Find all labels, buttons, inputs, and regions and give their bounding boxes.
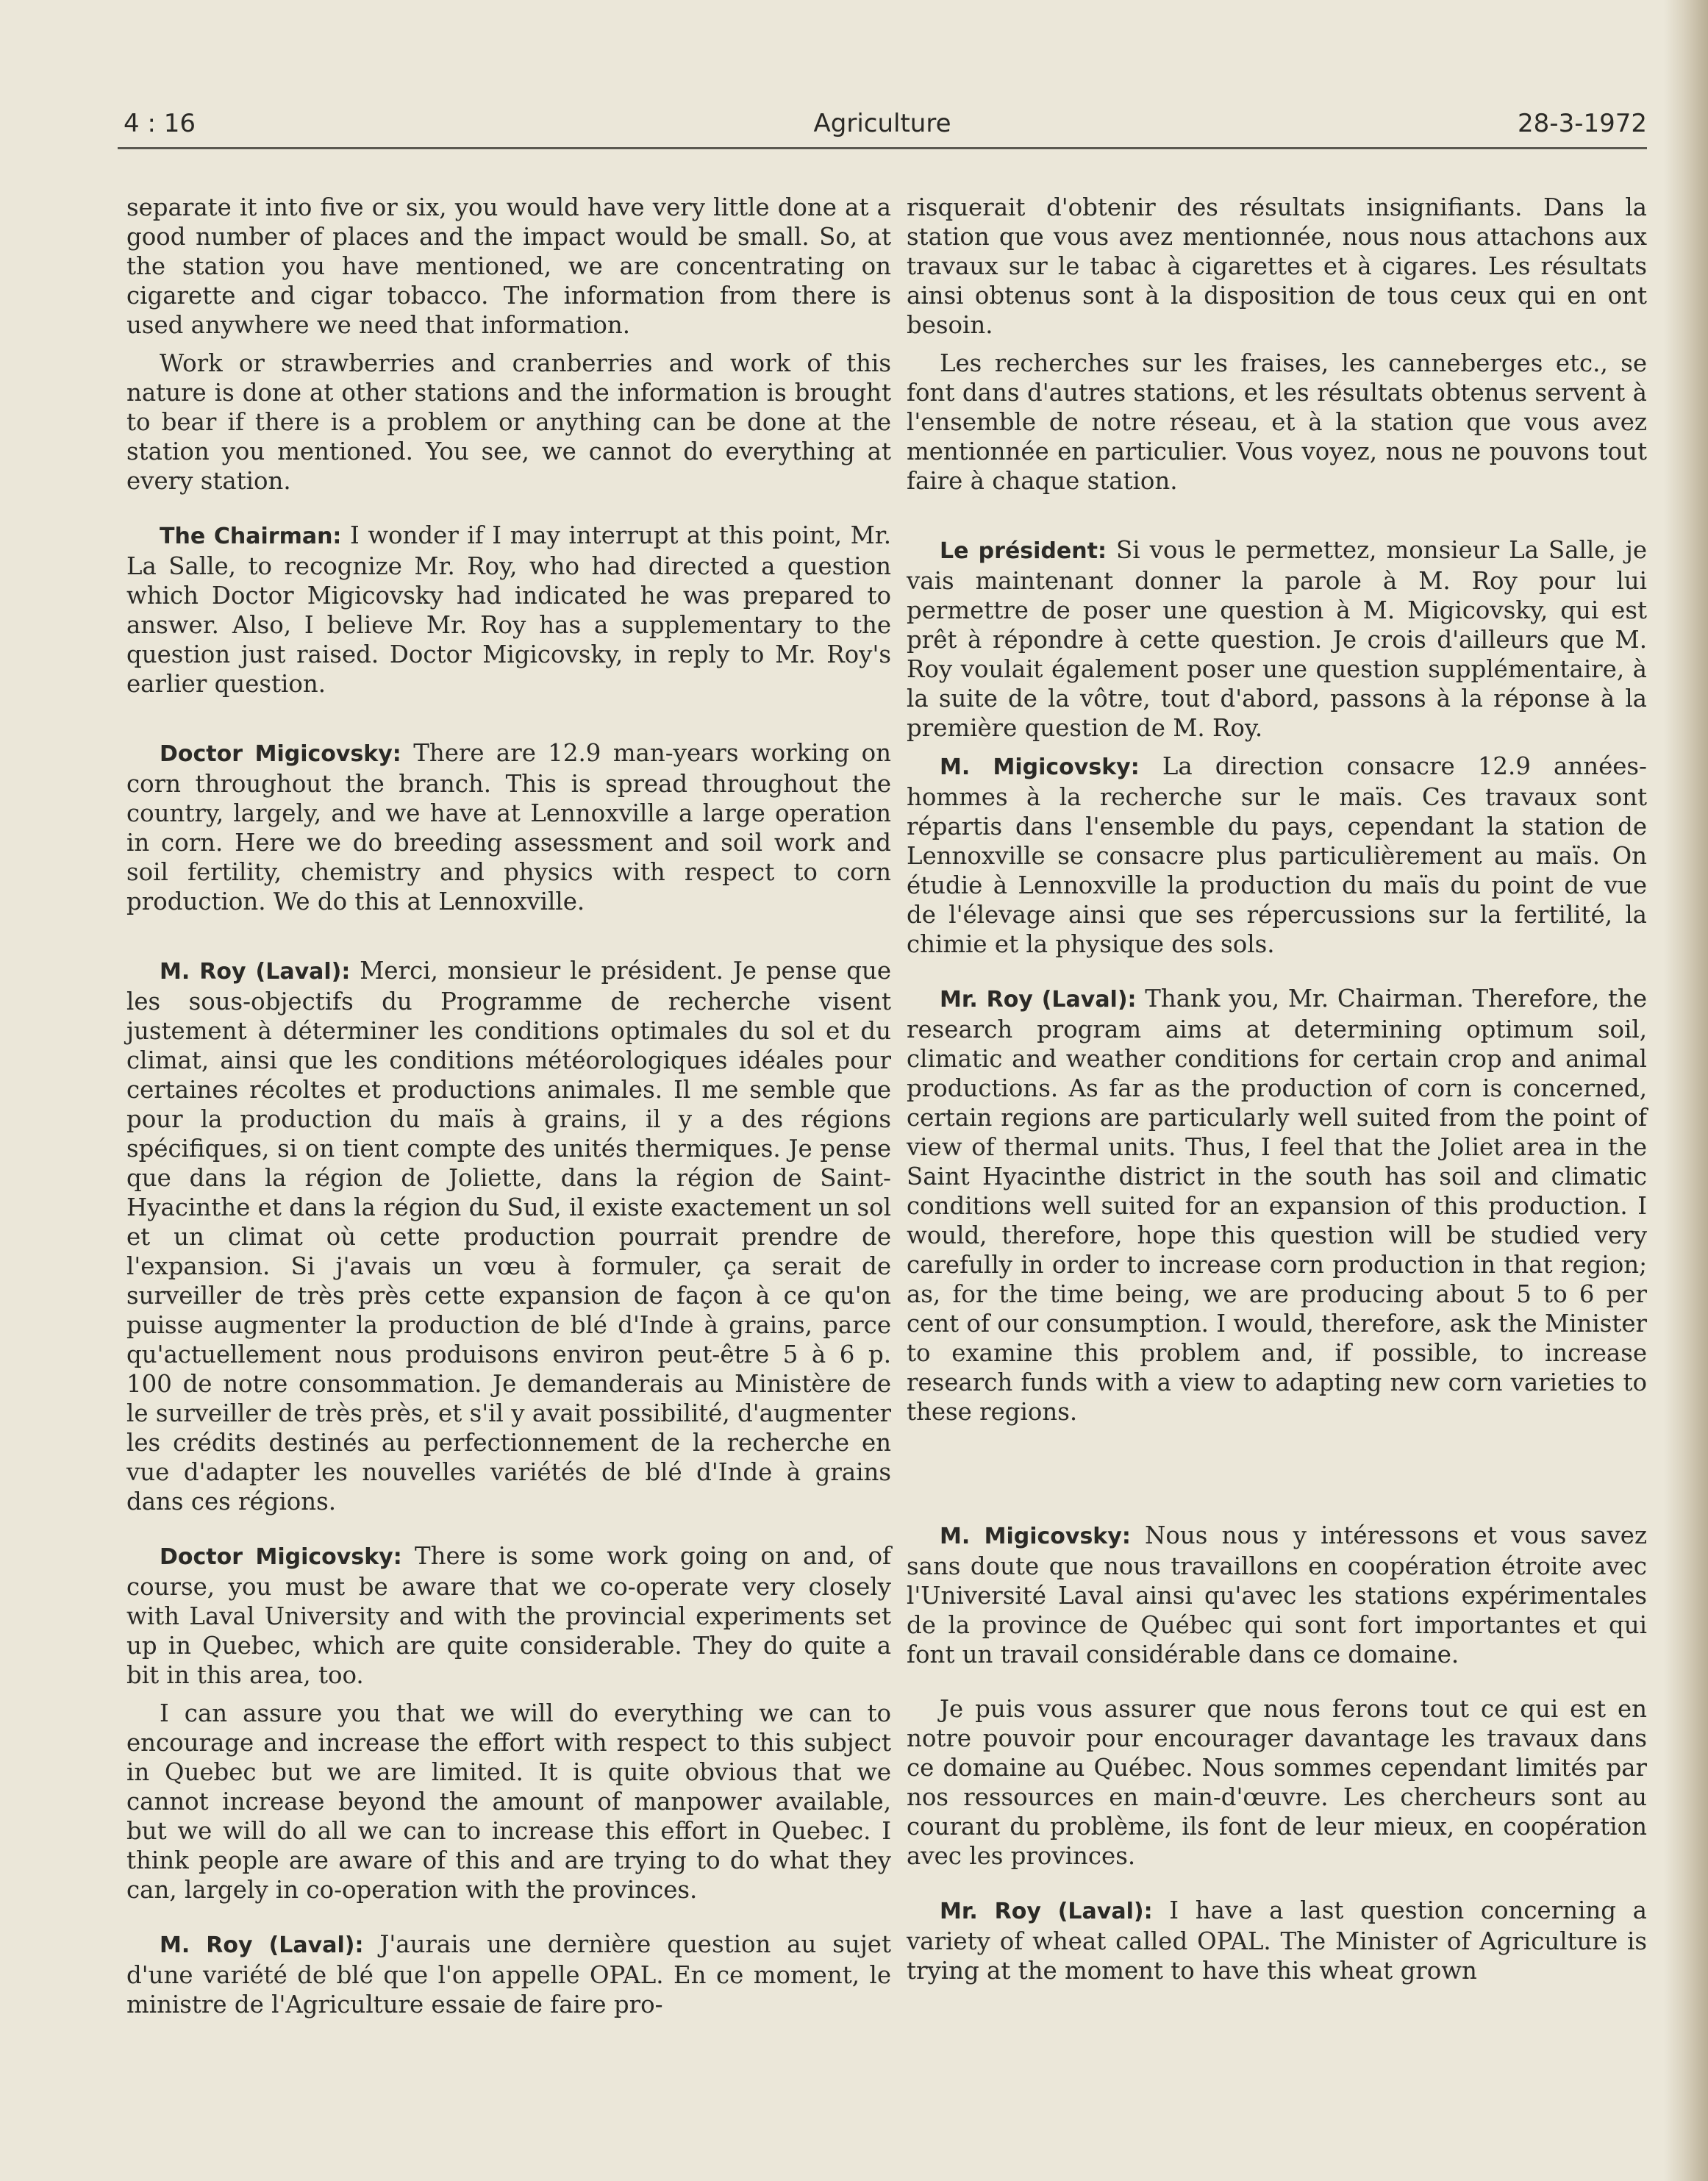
- speaker-name: M. Roy (Laval):: [160, 959, 351, 985]
- speaker-name: Doctor Migicovsky:: [160, 741, 401, 767]
- page-number: 4 : 16: [124, 109, 196, 138]
- paragraph: [907, 1896, 1647, 1985]
- paragraph: [126, 1699, 891, 1905]
- paragraph-text: There are 12.9 man-years working on corn throughout the branch. This is spread throughout the country, largely, and we have at Lennoxville a large operation in corn. Here we do breeding assessment and soil work and soil fertility, chemistry and physics with respect to corn production. We do this at Lennoxville.: [126, 739, 892, 915]
- paragraph-text: separate it into five or six, you would have very little done at a good number of places and the impact would be small. So, at the station you have mentioned, we are concentrating on cigarette and cigar tobacco. The information from there is used anywhere we need that information.: [126, 193, 891, 339]
- paragraph-text: Si vous le permettez, monsieur La Salle, je vais maintenant donner la parole à M. Roy pour lui permettre de poser une question à M. Migicovsky, qui est prêt à répondre à cette question. Je crois d'ailleurs que M. Roy voulait également poser une question supplémentaire, à la suite de la vôtre, tout d'abord, passons à la réponse à la première question de M. Roy.: [907, 536, 1647, 742]
- speaker-name: The Chairman:: [160, 524, 342, 549]
- speaker-name: M. Migicovsky:: [940, 754, 1140, 780]
- paragraph: [907, 1694, 1647, 1871]
- paragraph: [126, 193, 891, 340]
- section-title: Agriculture: [813, 109, 951, 138]
- speaker-name: Mr. Roy (Laval):: [940, 1899, 1153, 1924]
- paragraph: [126, 956, 891, 1516]
- paragraph-text: Merci, monsieur le président. Je pense que les sous-objectifs du Programme de recherche visent justement à déterminer les conditions optimales du sol et du climat, ainsi que les conditions météorologiques idéales pour certaines récoltes et productions animales. Il me semble que pour la production du maïs à grains, il y a des régions spécifiques, si on tient compte des unités thermiques. Je pense que dans la région de Joliette, dans la région de Saint-Hyacinthe et dans la région du Sud, il existe exactement un sol et un climat où cette production pourrait prendre de l'expansion. Si j'avais un vœu à formuler, ça serait de surveiller de très près cette expansion de façon à ce qu'on puisse augmenter la production de blé d'Inde à grains, parce qu'actuellement nous produisons environ peut-être 5 à 6 p. 100 de notre consommation. Je demanderais au Ministère de le surveiller de très près, et s'il y avait possibilité, d'augmenter les crédits destinés au perfectionnement de la recherche en vue d'adapter les nouvelles variétés de blé d'Inde à grains dans ces régions.: [126, 957, 891, 1516]
- paragraph: [907, 1521, 1647, 1669]
- french-column: [907, 193, 1647, 1985]
- paragraph-text: Les recherches sur les fraises, les canneberges etc., se font dans d'autres stations, et les résultats obtenus servent à l'ensemble de notre réseau, et à la station que vous avez mentionnée en particulier. Vous voyez, nous ne pouvons tout faire à chaque station.: [907, 349, 1647, 495]
- paragraph-text: I can assure you that we will do everything we can to encourage and increase the effort with respect to this subject in Quebec but we are limited. It is quite obvious that we cannot increase beyond the amount of manpower available, but we will do all we can to increase this effort in Quebec. I think people are aware of this and are trying to do what they can, largely in co-operation with the provinces.: [126, 1699, 891, 1904]
- paragraph-text: I wonder if I may interrupt at this point, Mr. La Salle, to recognize Mr. Roy, who had directed a question which Doctor Migicovsky had indicated he was prepared to answer. Also, I believe Mr. Roy has a supplementary to the question just raised. Doctor Migicovsky, in reply to Mr. Roy's earlier question.: [126, 521, 891, 698]
- paragraph-text: J'aurais une dernière question au sujet d'une variété de blé que l'on appelle OPAL. En ce moment, le ministre de l'Agriculture essaie de faire pro-: [126, 1930, 891, 2018]
- paragraph: [126, 521, 891, 699]
- paragraph-text: La direction consacre 12.9 années-hommes à la recherche sur le maïs. Ces travaux sont répartis dans l'ensemble du pays, cependant la station de Lennoxville se consacre plus particulièrement au maïs. On étudie à Lennoxville la production du maïs du point de vue de l'élevage ainsi que ses répercussions sur la fertilité, la chimie et la physique des sols.: [907, 752, 1647, 958]
- paragraph-text: There is some work going on and, of course, you must be aware that we co-operate very closely with Laval University and with the provincial experiments set up in Quebec, which are quite considerable. They do quite a bit in this area, too.: [126, 1542, 891, 1689]
- page-header: [118, 103, 1647, 149]
- speaker-name: M. Roy (Laval):: [160, 1932, 364, 1958]
- paragraph: [126, 349, 891, 496]
- paragraph-text: Work or strawberries and cranberries and work of this nature is done at other stations and the information is brought to bear if there is a problem or anything can be done at the station you mentioned. You see, we cannot do everything at every station.: [126, 349, 891, 495]
- paragraph-text: Thank you, Mr. Chairman. Therefore, the research program aims at determining optimum soil, climatic and weather conditions for certain crop and animal productions. As far as the production of corn is concerned, certain regions are particularly well suited from the point of view of thermal units. Thus, I feel that the Joliet area in the Saint Hyacinthe district in the south has soil and climatic conditions well suited for an expansion of this production. I would, therefore, hope this question will be studied very carefully in order to increase corn production in that region; as, for the time being, we are producing about 5 to 6 per cent of our consumption. I would, therefore, ask the Minister to examine this problem and, if possible, to increase research funds with a view to adapting new corn varieties to these regions.: [907, 985, 1648, 1426]
- paragraph: [907, 984, 1647, 1427]
- paragraph: [126, 1930, 891, 2019]
- paragraph: [907, 349, 1647, 496]
- paragraph-text: risquerait d'obtenir des résultats insignifiants. Dans la station que vous avez mentionnée, nous nous attachons aux travaux sur le tabac à cigarettes et à cigares. Les résultats ainsi obtenus sont à la disposition de tous ceux qui en ont besoin.: [907, 193, 1647, 339]
- speaker-name: Doctor Migicovsky:: [160, 1544, 402, 1570]
- english-column: [126, 193, 891, 2019]
- page-date: 28-3-1972: [1518, 109, 1647, 138]
- paragraph: [907, 752, 1647, 959]
- paragraph: [907, 193, 1647, 340]
- paragraph-text: Je puis vous assurer que nous ferons tout ce qui est en notre pouvoir pour encourager davantage les travaux dans ce domaine au Québec. Nous sommes cependant limités par nos ressources en main-d'œuvre. Les chercheurs sont au courant du problème, ils font de leur mieux, en coopération avec les provinces.: [907, 1695, 1647, 1870]
- speaker-name: M. Migicovsky:: [940, 1524, 1131, 1549]
- speaker-name: Le président:: [940, 538, 1107, 564]
- paragraph: [126, 738, 891, 916]
- speaker-name: Mr. Roy (Laval):: [940, 987, 1137, 1013]
- paragraph-text: I have a last question concerning a variety of wheat called OPAL. The Minister of Agriculture is trying at the moment to have this wheat grown: [907, 1896, 1647, 1985]
- paragraph: [126, 1541, 891, 1690]
- paragraph-text: Nous nous y intéressons et vous savez sans doute que nous travaillons en coopération étroite avec l'Université Laval ainsi qu'avec les stations expérimentales de la province de Québec qui sont fort importantes et qui font un travail considérable dans ce domaine.: [907, 1521, 1648, 1668]
- paragraph: [907, 535, 1647, 743]
- page-edge-shadow: [1664, 0, 1708, 2181]
